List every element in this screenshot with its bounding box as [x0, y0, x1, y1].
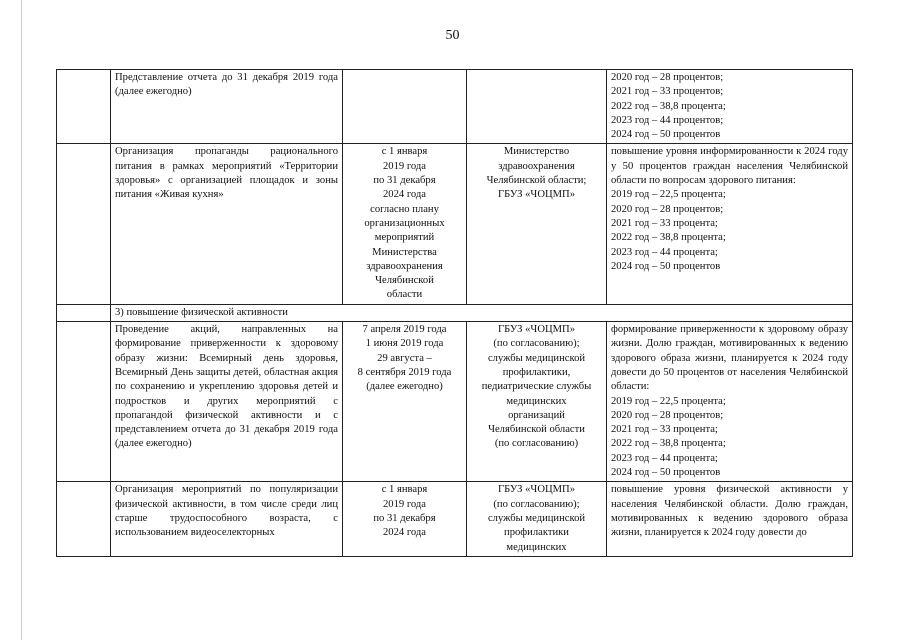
result-line: 2020 год – 28 процентов;: [611, 72, 724, 83]
period-line: (далее ежегодно): [366, 381, 443, 393]
result-line: 2024 год – 50 процентов: [611, 467, 721, 479]
result-line: 2022 год – 38,8 процента;: [611, 232, 726, 244]
executor-line: (по согласованию);: [493, 498, 580, 510]
result-line: 2021 год – 33 процентов;: [611, 86, 724, 98]
executor-line: (по согласованию);: [493, 338, 580, 350]
number-cell: [57, 70, 111, 144]
page-number: 50: [445, 28, 460, 43]
period-line: Министерства: [372, 246, 437, 258]
executor-line: педиатрические службы: [481, 381, 592, 393]
result-line: 2023 год – 44 процента;: [611, 246, 718, 258]
executor-cell: [467, 322, 607, 482]
number-cell: [57, 144, 111, 304]
table-row: [57, 482, 853, 556]
period-line: по 31 декабря: [373, 512, 436, 524]
result-line: 2022 год – 38,8 процента;: [611, 100, 726, 112]
period-line: 2019 года: [382, 160, 426, 172]
result-cell: [607, 70, 853, 144]
section-heading: 3) повышение физической активности: [111, 304, 853, 321]
period-line: 2019 года: [382, 498, 426, 510]
period-cell: [343, 144, 467, 304]
executor-line: Министерство: [503, 146, 570, 158]
period-line: 29 августа –: [377, 352, 432, 364]
result-cell: повышение уровня физической активности у населения Челябинской области. Долю граждан, мотивированных к ведению здорового образа жизни, планируется к 2024 году довести до: [607, 482, 853, 556]
executor-line: здравоохранения: [498, 160, 575, 172]
result-line: 2019 год – 22,5 процента;: [611, 395, 726, 407]
period-line: по 31 декабря: [373, 175, 436, 187]
executor-line: профилактики,: [502, 366, 571, 378]
period-line: 2024 года: [382, 189, 426, 201]
executor-cell: [467, 482, 607, 556]
period-line: 2024 года: [382, 527, 426, 539]
result-line: 2023 год – 44 процента;: [611, 452, 718, 464]
executor-line: профилактики: [504, 527, 569, 539]
period-line: Челябинской: [375, 275, 434, 287]
table-row: [57, 144, 853, 304]
period-line: с 1 января: [381, 146, 428, 158]
result-line: 2021 год – 33 процента;: [611, 424, 718, 436]
executor-line: Челябинской области: [488, 424, 585, 436]
scan-edge-line: [21, 0, 22, 640]
result-line: 2022 год – 38,8 процента;: [611, 438, 726, 450]
executor-line: ГБУЗ «ЧОЦМП»: [497, 324, 575, 336]
result-line: 2023 год – 44 процентов;: [611, 114, 724, 126]
measure-cell: Организация пропаганды рационального питания в рамках мероприятий «Территории здоровья» с организацией площадок и зоны питания «Живая кухня»: [111, 144, 343, 304]
result-line: 2024 год – 50 процентов: [611, 260, 721, 272]
measure-cell: Проведение акций, направленных на формирование приверженности к здоровому образу жизни: Всемирный день здоровья, Всемирный День защиты детей, областная акция по сохранению и укреплению здоровья детей и подростков и других мероприятий с пропагандой физической активности и с представлением отчета до 31 декабря 2019 года (далее ежегодно): [111, 322, 343, 482]
table-row: [57, 70, 853, 144]
executor-line: медицинских: [506, 541, 567, 553]
table-row: [57, 322, 853, 482]
result-line: 2020 год – 28 процентов;: [611, 203, 724, 215]
period-cell: [343, 322, 467, 482]
period-cell: [343, 70, 467, 144]
result-text: повышение уровня информированности к 2024 году у 50 процентов граждан населения Челябинской области по вопросам здорового питания:: [611, 146, 848, 187]
measure-cell: Организация мероприятий по популяризации физической активности, в том числе среди лиц старше трудоспособного возраста, с использованием видеоселекторных: [111, 482, 343, 556]
executor-line: ГБУЗ «ЧОЦМП»: [497, 484, 575, 496]
result-line: 2019 год – 22,5 процента;: [611, 189, 726, 201]
executor-line: службы медицинской: [487, 352, 586, 364]
period-line: организационных: [364, 217, 445, 229]
executor-line: Челябинской области;: [486, 175, 587, 187]
period-line: с 1 января: [381, 484, 428, 496]
number-cell: [57, 304, 111, 321]
period-line: согласно плану: [370, 203, 439, 215]
executor-cell: [467, 70, 607, 144]
period-line: 1 июня 2019 года: [365, 338, 444, 350]
section-row: [57, 304, 853, 321]
measure-cell: Представление отчета до 31 декабря 2019 года (далее ежегодно): [111, 70, 343, 144]
period-cell: [343, 482, 467, 556]
result-line: 2024 год – 50 процентов: [611, 129, 721, 141]
result-line: 2020 год – 28 процентов;: [611, 409, 724, 421]
executor-line: медицинских: [506, 395, 567, 407]
result-line: 2021 год – 33 процента;: [611, 217, 718, 229]
executor-cell: [467, 144, 607, 304]
result-cell: [607, 144, 853, 304]
number-cell: [57, 482, 111, 556]
period-line: области: [386, 289, 423, 301]
measures-table: [56, 69, 853, 557]
executor-line: ГБУЗ «ЧОЦМП»: [497, 189, 575, 201]
executor-line: службы медицинской: [487, 512, 586, 524]
number-cell: [57, 322, 111, 482]
period-line: 8 сентября 2019 года: [357, 366, 452, 378]
result-cell: [607, 322, 853, 482]
period-line: здравоохранения: [366, 260, 443, 272]
period-line: мероприятий: [374, 232, 435, 244]
period-line: 7 апреля 2019 года: [362, 324, 447, 336]
executor-line: организаций: [508, 409, 565, 421]
executor-line: (по согласованию): [494, 438, 579, 450]
result-text: формирование приверженности к здоровому образу жизни. Долю граждан, мотивированных к ведению здорового образа жизни, планируется к 2024 году довести до 50 процентов от населения Челябинской области:: [611, 324, 848, 393]
